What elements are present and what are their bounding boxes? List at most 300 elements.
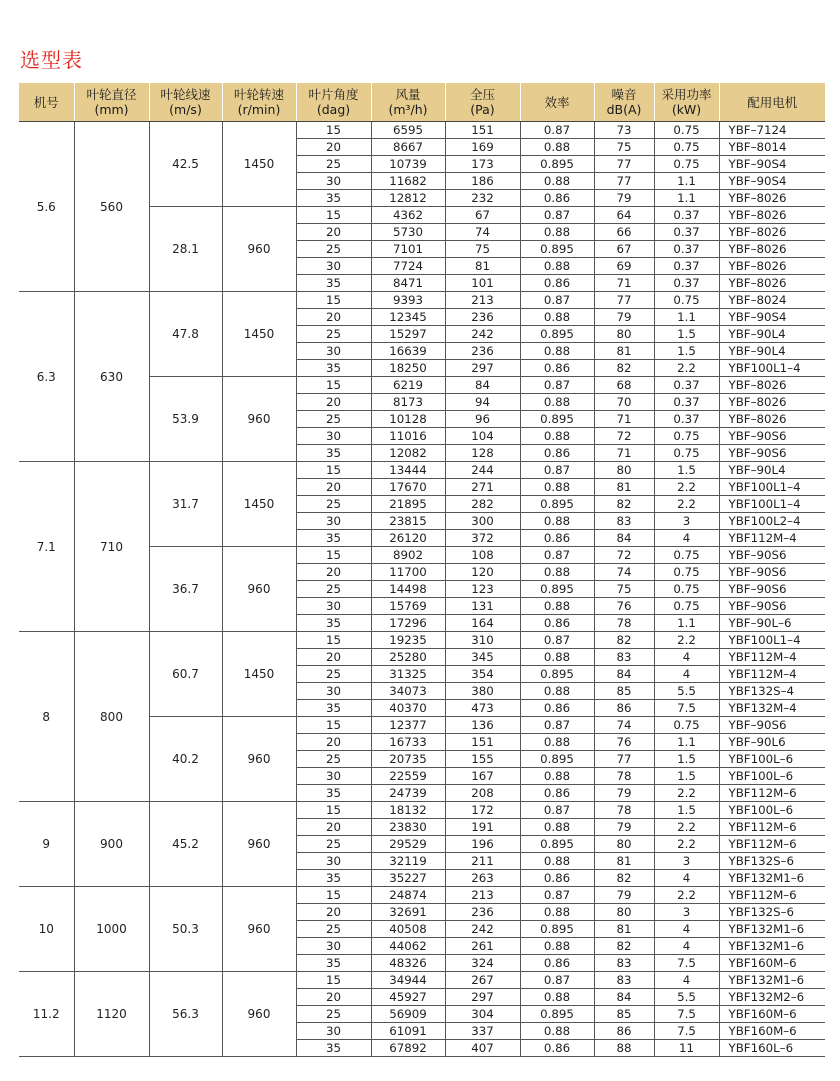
power-cell: 0.75 <box>654 139 719 156</box>
power-cell: 1.5 <box>654 768 719 785</box>
power-cell: 0.37 <box>654 377 719 394</box>
power-cell: 0.75 <box>654 156 719 173</box>
header-unit: (m³/h) <box>388 102 428 117</box>
diameter-cell: 710 <box>74 462 149 632</box>
motor-cell: YBF–8026 <box>719 394 825 411</box>
noise-cell: 75 <box>594 581 654 598</box>
noise-cell: 74 <box>594 717 654 734</box>
motor-cell: YBF112M–4 <box>719 649 825 666</box>
header-unit: (m/s) <box>169 102 202 117</box>
motor-cell: YBF–90L–6 <box>719 615 825 632</box>
noise-cell: 82 <box>594 496 654 513</box>
header-power <box>654 83 719 122</box>
noise-cell: 86 <box>594 700 654 717</box>
blade-angle-cell: 30 <box>296 258 371 275</box>
airflow-cell: 24874 <box>371 887 445 904</box>
motor-cell: YBF132S–4 <box>719 683 825 700</box>
motor-cell: YBF–8026 <box>719 224 825 241</box>
noise-cell: 77 <box>594 751 654 768</box>
pressure-cell: 297 <box>445 989 520 1006</box>
pressure-cell: 380 <box>445 683 520 700</box>
airflow-cell: 26120 <box>371 530 445 547</box>
pressure-cell: 164 <box>445 615 520 632</box>
pressure-cell: 242 <box>445 326 520 343</box>
blade-angle-cell: 35 <box>296 700 371 717</box>
airflow-cell: 8902 <box>371 547 445 564</box>
power-cell: 0.75 <box>654 547 719 564</box>
efficiency-cell: 0.88 <box>520 139 594 156</box>
motor-cell: YBF112M–6 <box>719 785 825 802</box>
airflow-cell: 7724 <box>371 258 445 275</box>
airflow-cell: 56909 <box>371 1006 445 1023</box>
tip-speed-cell: 42.5 <box>149 122 222 207</box>
power-cell: 7.5 <box>654 1023 719 1040</box>
motor-cell: YBF–8026 <box>719 411 825 428</box>
pressure-cell: 108 <box>445 547 520 564</box>
pressure-cell: 67 <box>445 207 520 224</box>
blade-angle-cell: 30 <box>296 428 371 445</box>
motor-cell: YBF132M1–6 <box>719 921 825 938</box>
header-rpm <box>222 83 296 122</box>
blade-angle-cell: 30 <box>296 853 371 870</box>
noise-cell: 79 <box>594 887 654 904</box>
tip-speed-cell: 45.2 <box>149 802 222 887</box>
rpm-cell: 960 <box>222 972 296 1057</box>
header-label: 叶片角度 <box>308 87 359 102</box>
efficiency-cell: 0.895 <box>520 666 594 683</box>
noise-cell: 83 <box>594 649 654 666</box>
power-cell: 7.5 <box>654 1006 719 1023</box>
header-unit: (dag) <box>316 102 351 117</box>
motor-cell: YBF–90S4 <box>719 309 825 326</box>
header-unit: (r/min) <box>237 102 281 117</box>
power-cell: 4 <box>654 530 719 547</box>
tip-speed-cell: 40.2 <box>149 717 222 802</box>
efficiency-cell: 0.87 <box>520 972 594 989</box>
pressure-cell: 236 <box>445 343 520 360</box>
power-cell: 0.75 <box>654 292 719 309</box>
noise-cell: 80 <box>594 836 654 853</box>
motor-cell: YBF–90S6 <box>719 581 825 598</box>
noise-cell: 79 <box>594 309 654 326</box>
motor-cell: YBF100L1–4 <box>719 360 825 377</box>
diameter-cell: 1000 <box>74 887 149 972</box>
header-label: 机号 <box>33 94 59 110</box>
table-body <box>19 122 825 1057</box>
motor-cell: YBF–90S6 <box>719 428 825 445</box>
blade-angle-cell: 35 <box>296 190 371 207</box>
noise-cell: 79 <box>594 785 654 802</box>
power-cell: 0.75 <box>654 428 719 445</box>
efficiency-cell: 0.86 <box>520 870 594 887</box>
power-cell: 0.75 <box>654 564 719 581</box>
motor-cell: YBF132S–6 <box>719 904 825 921</box>
header-noise <box>594 83 654 122</box>
pressure-cell: 84 <box>445 377 520 394</box>
motor-cell: YBF112M–6 <box>719 836 825 853</box>
header-pressure <box>445 83 520 122</box>
pressure-cell: 337 <box>445 1023 520 1040</box>
airflow-cell: 67892 <box>371 1040 445 1057</box>
table-row <box>19 632 825 649</box>
efficiency-cell: 0.895 <box>520 836 594 853</box>
noise-cell: 81 <box>594 853 654 870</box>
motor-cell: YBF–90S4 <box>719 156 825 173</box>
motor-cell: YBF100L1–4 <box>719 632 825 649</box>
pressure-cell: 242 <box>445 921 520 938</box>
efficiency-cell: 0.88 <box>520 258 594 275</box>
machine-no-cell: 5.6 <box>19 122 74 292</box>
header-unit: (Pa) <box>470 102 495 117</box>
motor-cell: YBF132M1–6 <box>719 972 825 989</box>
motor-cell: YBF–8024 <box>719 292 825 309</box>
tip-speed-cell: 28.1 <box>149 207 222 292</box>
airflow-cell: 19235 <box>371 632 445 649</box>
efficiency-cell: 0.86 <box>520 615 594 632</box>
power-cell: 0.37 <box>654 275 719 292</box>
blade-angle-cell: 30 <box>296 1023 371 1040</box>
airflow-cell: 25280 <box>371 649 445 666</box>
efficiency-cell: 0.87 <box>520 547 594 564</box>
motor-cell: YBF–90S6 <box>719 547 825 564</box>
noise-cell: 78 <box>594 615 654 632</box>
pressure-cell: 211 <box>445 853 520 870</box>
motor-cell: YBF100L2–4 <box>719 513 825 530</box>
airflow-cell: 12345 <box>371 309 445 326</box>
motor-cell: YBF112M–4 <box>719 530 825 547</box>
diameter-cell: 560 <box>74 122 149 292</box>
motor-cell: YBF–90S6 <box>719 445 825 462</box>
diameter-cell: 900 <box>74 802 149 887</box>
rpm-cell: 960 <box>222 717 296 802</box>
efficiency-cell: 0.86 <box>520 275 594 292</box>
tip-speed-cell: 60.7 <box>149 632 222 717</box>
table-row <box>19 122 825 139</box>
pressure-cell: 128 <box>445 445 520 462</box>
power-cell: 1.1 <box>654 309 719 326</box>
noise-cell: 82 <box>594 938 654 955</box>
motor-cell: YBF112M–6 <box>719 819 825 836</box>
blade-angle-cell: 15 <box>296 122 371 139</box>
table-row <box>19 972 825 989</box>
noise-cell: 84 <box>594 530 654 547</box>
power-cell: 0.37 <box>654 394 719 411</box>
pressure-cell: 173 <box>445 156 520 173</box>
airflow-cell: 13444 <box>371 462 445 479</box>
motor-cell: YBF160M–6 <box>719 955 825 972</box>
header-machine-no <box>19 83 74 122</box>
power-cell: 0.75 <box>654 717 719 734</box>
header-airflow <box>371 83 445 122</box>
blade-angle-cell: 25 <box>296 496 371 513</box>
noise-cell: 83 <box>594 513 654 530</box>
efficiency-cell: 0.88 <box>520 428 594 445</box>
motor-cell: YBF132M1–6 <box>719 938 825 955</box>
pressure-cell: 151 <box>445 122 520 139</box>
pressure-cell: 407 <box>445 1040 520 1057</box>
airflow-cell: 32691 <box>371 904 445 921</box>
noise-cell: 80 <box>594 462 654 479</box>
blade-angle-cell: 25 <box>296 581 371 598</box>
power-cell: 1.1 <box>654 734 719 751</box>
noise-cell: 71 <box>594 445 654 462</box>
motor-cell: YBF100L–6 <box>719 751 825 768</box>
efficiency-cell: 0.86 <box>520 530 594 547</box>
efficiency-cell: 0.87 <box>520 207 594 224</box>
power-cell: 4 <box>654 938 719 955</box>
airflow-cell: 31325 <box>371 666 445 683</box>
airflow-cell: 40508 <box>371 921 445 938</box>
power-cell: 1.1 <box>654 615 719 632</box>
efficiency-cell: 0.88 <box>520 989 594 1006</box>
power-cell: 11 <box>654 1040 719 1057</box>
motor-cell: YBF–90S6 <box>719 564 825 581</box>
blade-angle-cell: 15 <box>296 972 371 989</box>
noise-cell: 77 <box>594 292 654 309</box>
efficiency-cell: 0.88 <box>520 309 594 326</box>
noise-cell: 84 <box>594 989 654 1006</box>
blade-angle-cell: 25 <box>296 921 371 938</box>
pressure-cell: 310 <box>445 632 520 649</box>
noise-cell: 80 <box>594 326 654 343</box>
airflow-cell: 21895 <box>371 496 445 513</box>
pressure-cell: 155 <box>445 751 520 768</box>
blade-angle-cell: 20 <box>296 734 371 751</box>
pressure-cell: 263 <box>445 870 520 887</box>
noise-cell: 72 <box>594 547 654 564</box>
airflow-cell: 18132 <box>371 802 445 819</box>
blade-angle-cell: 35 <box>296 955 371 972</box>
efficiency-cell: 0.88 <box>520 1023 594 1040</box>
airflow-cell: 17296 <box>371 615 445 632</box>
motor-cell: YBF160L–6 <box>719 1040 825 1057</box>
blade-angle-cell: 15 <box>296 802 371 819</box>
blade-angle-cell: 15 <box>296 887 371 904</box>
motor-cell: YBF–8026 <box>719 190 825 207</box>
power-cell: 2.2 <box>654 819 719 836</box>
pressure-cell: 236 <box>445 309 520 326</box>
noise-cell: 78 <box>594 802 654 819</box>
power-cell: 7.5 <box>654 955 719 972</box>
airflow-cell: 34944 <box>371 972 445 989</box>
motor-cell: YBF–8014 <box>719 139 825 156</box>
motor-cell: YBF–7124 <box>719 122 825 139</box>
blade-angle-cell: 15 <box>296 632 371 649</box>
efficiency-cell: 0.88 <box>520 564 594 581</box>
efficiency-cell: 0.88 <box>520 649 594 666</box>
motor-cell: YBF–8026 <box>719 207 825 224</box>
diameter-cell: 630 <box>74 292 149 462</box>
pressure-cell: 324 <box>445 955 520 972</box>
rpm-cell: 1450 <box>222 632 296 717</box>
noise-cell: 86 <box>594 1023 654 1040</box>
pressure-cell: 244 <box>445 462 520 479</box>
noise-cell: 80 <box>594 904 654 921</box>
airflow-cell: 34073 <box>371 683 445 700</box>
pressure-cell: 96 <box>445 411 520 428</box>
power-cell: 1.5 <box>654 802 719 819</box>
noise-cell: 70 <box>594 394 654 411</box>
airflow-cell: 16639 <box>371 343 445 360</box>
blade-angle-cell: 30 <box>296 513 371 530</box>
airflow-cell: 12082 <box>371 445 445 462</box>
blade-angle-cell: 15 <box>296 717 371 734</box>
efficiency-cell: 0.87 <box>520 377 594 394</box>
efficiency-cell: 0.88 <box>520 819 594 836</box>
airflow-cell: 6219 <box>371 377 445 394</box>
power-cell: 0.37 <box>654 241 719 258</box>
motor-cell: YBF–90L4 <box>719 462 825 479</box>
motor-cell: YBF–90S4 <box>719 173 825 190</box>
airflow-cell: 40370 <box>371 700 445 717</box>
power-cell: 0.37 <box>654 224 719 241</box>
blade-angle-cell: 25 <box>296 666 371 683</box>
power-cell: 2.2 <box>654 887 719 904</box>
efficiency-cell: 0.88 <box>520 734 594 751</box>
airflow-cell: 20735 <box>371 751 445 768</box>
airflow-cell: 45927 <box>371 989 445 1006</box>
rpm-cell: 960 <box>222 887 296 972</box>
page-title: 选型表 <box>20 48 83 72</box>
power-cell: 5.5 <box>654 989 719 1006</box>
header-label: 叶轮直径 <box>86 87 137 102</box>
airflow-cell: 10739 <box>371 156 445 173</box>
airflow-cell: 8471 <box>371 275 445 292</box>
power-cell: 2.2 <box>654 496 719 513</box>
noise-cell: 85 <box>594 1006 654 1023</box>
pressure-cell: 267 <box>445 972 520 989</box>
efficiency-cell: 0.88 <box>520 394 594 411</box>
efficiency-cell: 0.86 <box>520 360 594 377</box>
efficiency-cell: 0.895 <box>520 411 594 428</box>
header-unit: (mm) <box>94 102 129 117</box>
noise-cell: 82 <box>594 360 654 377</box>
noise-cell: 79 <box>594 190 654 207</box>
pressure-cell: 151 <box>445 734 520 751</box>
power-cell: 7.5 <box>654 700 719 717</box>
efficiency-cell: 0.88 <box>520 224 594 241</box>
airflow-cell: 8173 <box>371 394 445 411</box>
airflow-cell: 32119 <box>371 853 445 870</box>
noise-cell: 84 <box>594 666 654 683</box>
efficiency-cell: 0.88 <box>520 513 594 530</box>
blade-angle-cell: 30 <box>296 343 371 360</box>
efficiency-cell: 0.86 <box>520 785 594 802</box>
efficiency-cell: 0.87 <box>520 717 594 734</box>
pressure-cell: 297 <box>445 360 520 377</box>
motor-cell: YBF132M2–6 <box>719 989 825 1006</box>
pressure-cell: 81 <box>445 258 520 275</box>
noise-cell: 82 <box>594 632 654 649</box>
header-motor <box>719 83 825 122</box>
motor-cell: YBF112M–6 <box>719 887 825 904</box>
pressure-cell: 191 <box>445 819 520 836</box>
header-label: 风量 <box>395 87 421 102</box>
noise-cell: 76 <box>594 598 654 615</box>
airflow-cell: 5730 <box>371 224 445 241</box>
airflow-cell: 44062 <box>371 938 445 955</box>
machine-no-cell: 11.2 <box>19 972 74 1057</box>
motor-cell: YBF100L1–4 <box>719 479 825 496</box>
noise-cell: 81 <box>594 479 654 496</box>
pressure-cell: 300 <box>445 513 520 530</box>
efficiency-cell: 0.895 <box>520 751 594 768</box>
motor-cell: YBF–8026 <box>719 241 825 258</box>
power-cell: 3 <box>654 904 719 921</box>
header-efficiency <box>520 83 594 122</box>
efficiency-cell: 0.86 <box>520 190 594 207</box>
efficiency-cell: 0.895 <box>520 1006 594 1023</box>
airflow-cell: 22559 <box>371 768 445 785</box>
blade-angle-cell: 15 <box>296 547 371 564</box>
motor-cell: YBF100L–6 <box>719 802 825 819</box>
blade-angle-cell: 30 <box>296 598 371 615</box>
power-cell: 5.5 <box>654 683 719 700</box>
efficiency-cell: 0.87 <box>520 632 594 649</box>
noise-cell: 68 <box>594 377 654 394</box>
motor-cell: YBF160M–6 <box>719 1006 825 1023</box>
rpm-cell: 1450 <box>222 122 296 207</box>
power-cell: 4 <box>654 666 719 683</box>
motor-cell: YBF100L–6 <box>719 768 825 785</box>
blade-angle-cell: 20 <box>296 564 371 581</box>
power-cell: 3 <box>654 513 719 530</box>
pressure-cell: 75 <box>445 241 520 258</box>
header-unit: dB(A) <box>606 102 642 117</box>
efficiency-cell: 0.88 <box>520 768 594 785</box>
airflow-cell: 14498 <box>371 581 445 598</box>
airflow-cell: 7101 <box>371 241 445 258</box>
airflow-cell: 12377 <box>371 717 445 734</box>
power-cell: 1.5 <box>654 751 719 768</box>
noise-cell: 75 <box>594 139 654 156</box>
pressure-cell: 120 <box>445 564 520 581</box>
efficiency-cell: 0.895 <box>520 241 594 258</box>
tip-speed-cell: 53.9 <box>149 377 222 462</box>
efficiency-cell: 0.895 <box>520 156 594 173</box>
airflow-cell: 10128 <box>371 411 445 428</box>
efficiency-cell: 0.88 <box>520 683 594 700</box>
power-cell: 0.37 <box>654 207 719 224</box>
noise-cell: 71 <box>594 275 654 292</box>
power-cell: 0.37 <box>654 258 719 275</box>
airflow-cell: 15297 <box>371 326 445 343</box>
airflow-cell: 17670 <box>371 479 445 496</box>
pressure-cell: 74 <box>445 224 520 241</box>
header-label: 配用电机 <box>747 94 798 110</box>
blade-angle-cell: 30 <box>296 768 371 785</box>
blade-angle-cell: 25 <box>296 241 371 258</box>
power-cell: 0.75 <box>654 122 719 139</box>
power-cell: 2.2 <box>654 836 719 853</box>
motor-cell: YBF–90S6 <box>719 598 825 615</box>
header-diameter <box>74 83 149 122</box>
power-cell: 0.37 <box>654 411 719 428</box>
diameter-cell: 800 <box>74 632 149 802</box>
blade-angle-cell: 20 <box>296 224 371 241</box>
blade-angle-cell: 15 <box>296 292 371 309</box>
blade-angle-cell: 15 <box>296 377 371 394</box>
blade-angle-cell: 25 <box>296 751 371 768</box>
tip-speed-cell: 50.3 <box>149 887 222 972</box>
power-cell: 4 <box>654 972 719 989</box>
header-label: 效率 <box>544 94 570 110</box>
blade-angle-cell: 20 <box>296 819 371 836</box>
noise-cell: 72 <box>594 428 654 445</box>
blade-angle-cell: 20 <box>296 479 371 496</box>
pressure-cell: 354 <box>445 666 520 683</box>
pressure-cell: 94 <box>445 394 520 411</box>
